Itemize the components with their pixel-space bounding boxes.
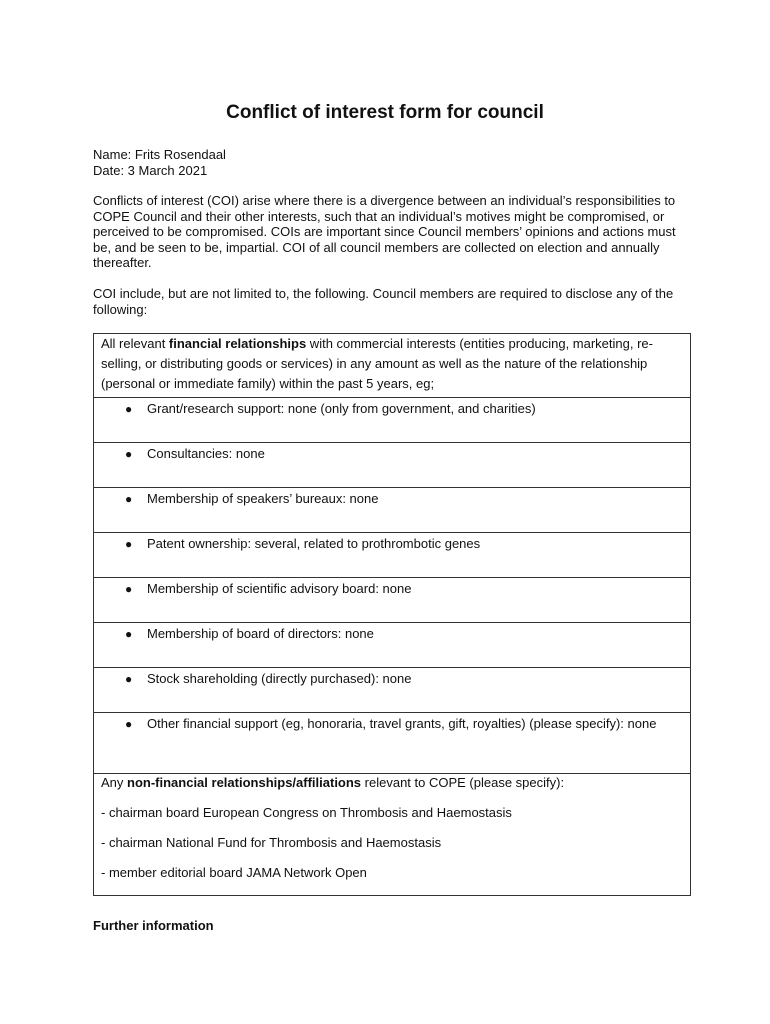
financial-item-cell: [94, 398, 691, 443]
list-item: [101, 581, 683, 597]
nonfinancial-suffix: relevant to COPE (please specify):: [361, 775, 565, 790]
list-item: [101, 446, 683, 462]
nonfinancial-heading: [101, 775, 683, 791]
financial-intro-text: [101, 334, 683, 394]
bullet-icon: ●: [125, 582, 133, 596]
table-row: [94, 533, 691, 578]
financial-item-text: Grant/research support: none (only from government, and charities): [147, 401, 536, 416]
nonfinancial-row: [94, 774, 691, 896]
coi-disclosure-table: [93, 333, 691, 896]
financial-item-text: Patent ownership: several, related to prothrombotic genes: [147, 536, 481, 551]
financial-intro-row: [94, 334, 691, 398]
list-item: [101, 536, 683, 552]
financial-item-text: Membership of board of directors: none: [147, 626, 374, 641]
table-row: [94, 578, 691, 623]
financial-item-text: Consultancies: none: [147, 446, 265, 461]
list-item: [101, 671, 683, 687]
financial-item-cell: [94, 488, 691, 533]
respondent-details: [93, 147, 226, 178]
name-line: Name: Frits Rosendaal: [93, 147, 226, 162]
table-row: [94, 488, 691, 533]
financial-item-cell: [94, 533, 691, 578]
bullet-icon: ●: [125, 537, 133, 551]
list-item: [101, 716, 683, 732]
list-item: - member editorial board JAMA Network Open: [101, 865, 367, 880]
table-row: [94, 623, 691, 668]
nonfinancial-bold: non-financial relationships/affiliations: [127, 775, 362, 790]
financial-item-cell: [94, 668, 691, 713]
financial-intro-prefix: All relevant: [101, 336, 169, 351]
nonfinancial-cell: [94, 774, 691, 896]
financial-item-text: Other financial support (eg, honoraria, travel grants, gift, royalties) (please specify): none: [147, 716, 657, 731]
coi-definition-paragraph: Conflicts of interest (COI) arise where there is a divergence between an individual’s responsibilities to COPE Council and their other interests, such that an individual’s motives might be compromised, or perceived to be compromised. COIs are important since Council members’ opinions and actions must be, and be seen to be, impartial. COI of all council members are collected on election and annually thereafter.: [93, 193, 676, 270]
bullet-icon: ●: [125, 447, 133, 461]
financial-intro-cell: [94, 334, 691, 398]
date-line: Date: 3 March 2021: [93, 162, 208, 178]
financial-item-text: Stock shareholding (directly purchased): none: [147, 671, 412, 686]
bullet-icon: ●: [125, 672, 133, 686]
table-row: [94, 398, 691, 443]
list-item: [101, 401, 683, 417]
table-row: [94, 668, 691, 713]
financial-item-text: Membership of speakers’ bureaux: none: [147, 491, 379, 506]
bullet-icon: ●: [125, 717, 133, 731]
financial-item-cell: [94, 713, 691, 774]
nonfinancial-prefix: Any: [101, 775, 128, 790]
list-item: - chairman National Fund for Thrombosis and Haemostasis: [101, 835, 442, 850]
list-item: - chairman board European Congress on Thrombosis and Haemostasis: [101, 805, 512, 820]
financial-intro-suffix: with commercial interests (entities producing, marketing, re-selling, or distributing goods or services) in any amount as well as the nature of the relationship (personal or immediate family) within the past 5 years, eg;: [101, 336, 653, 391]
bullet-icon: ●: [125, 402, 133, 416]
further-information-heading: Further information: [93, 918, 214, 933]
financial-item-cell: [94, 578, 691, 623]
table-row: [94, 713, 691, 774]
financial-item-text: Membership of scientific advisory board: none: [147, 581, 412, 596]
bullet-icon: ●: [125, 492, 133, 506]
bullet-icon: ●: [125, 627, 133, 641]
table-row: [94, 443, 691, 488]
list-item: [101, 626, 683, 642]
financial-item-cell: [94, 623, 691, 668]
form-title: Conflict of interest form for council: [226, 102, 544, 123]
list-item: [101, 491, 683, 507]
financial-item-cell: [94, 443, 691, 488]
financial-intro-bold: financial relationships: [168, 336, 307, 351]
coi-instructions-paragraph: COI include, but are not limited to, the following. Council members are required to disclose any of the following:: [93, 286, 674, 317]
